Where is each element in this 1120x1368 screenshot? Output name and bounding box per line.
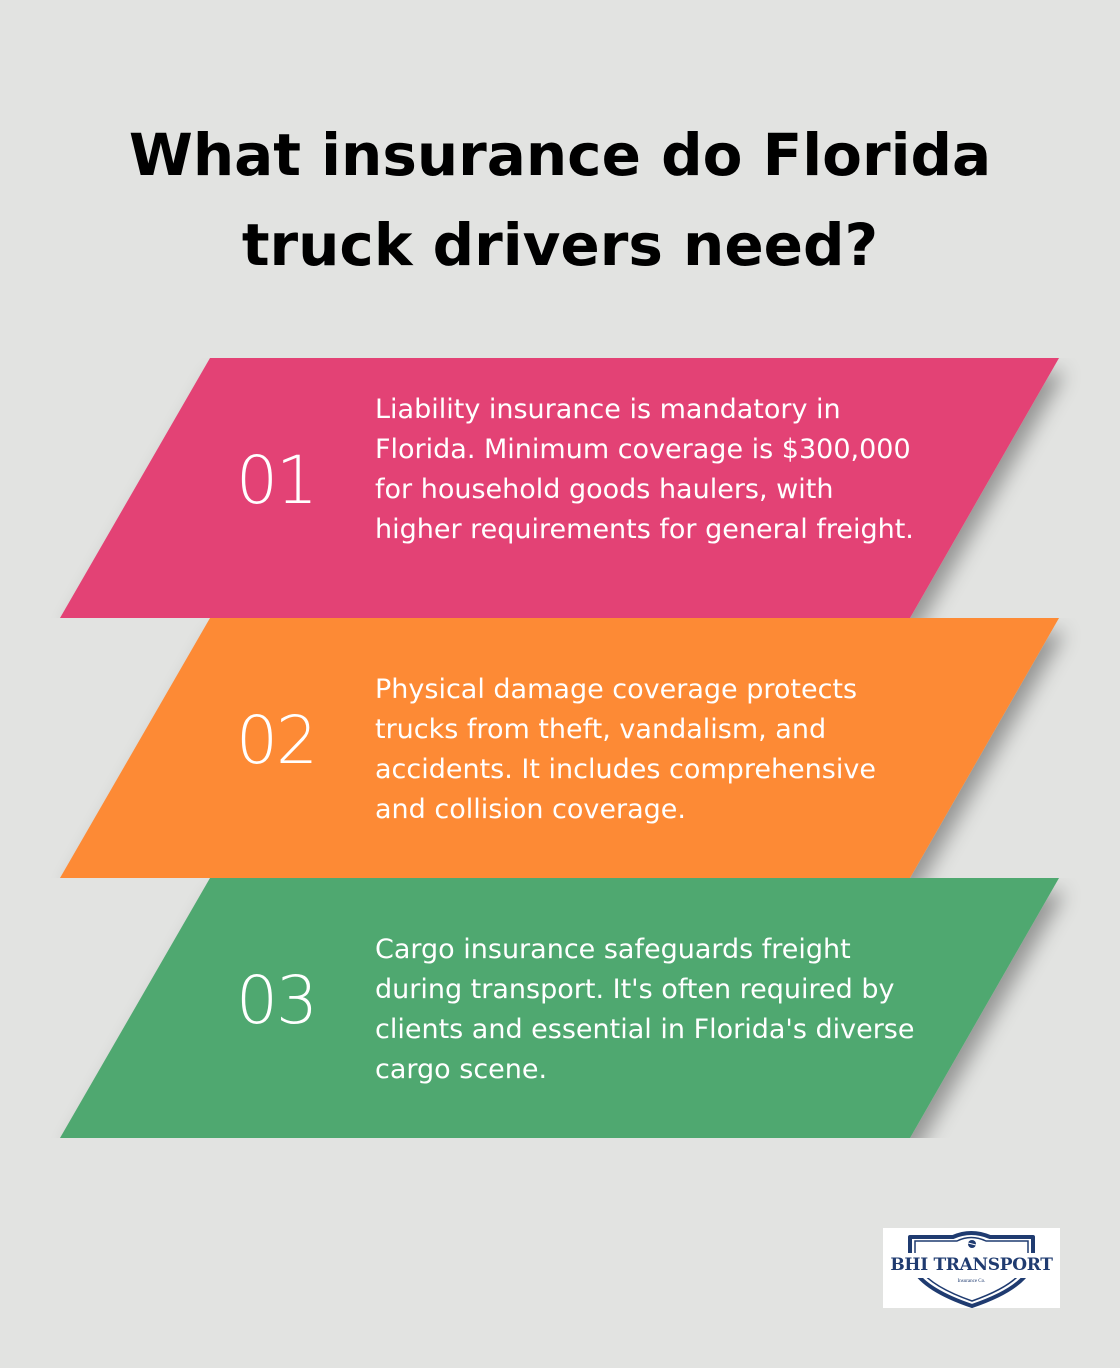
item-card-2 [0, 618, 1120, 878]
item-number: 01 [236, 442, 316, 519]
item-card-3 [0, 878, 1120, 1138]
logo-name: BHI TRANSPORT [890, 1255, 1053, 1275]
item-card-1 [0, 358, 1120, 618]
item-description: Liability insurance is mandatory in Florida. Minimum coverage is $300,000 for household goods haulers, with higher requirements for general freight. [375, 394, 914, 545]
page-title: What insurance do Florida truck drivers need? [128, 121, 992, 279]
item-number: 02 [236, 702, 316, 779]
logo-subtitle: Insurance Co. [957, 1279, 986, 1284]
item-description: Cargo insurance safeguards freight during transport. It's often required by clients and essential in Florida's diverse cargo scene. [375, 934, 915, 1085]
item-number: 03 [236, 962, 316, 1039]
item-description: Physical damage coverage protects trucks from theft, vandalism, and accidents. It includes comprehensive and collision coverage. [375, 674, 876, 825]
company-logo [883, 1228, 1060, 1308]
